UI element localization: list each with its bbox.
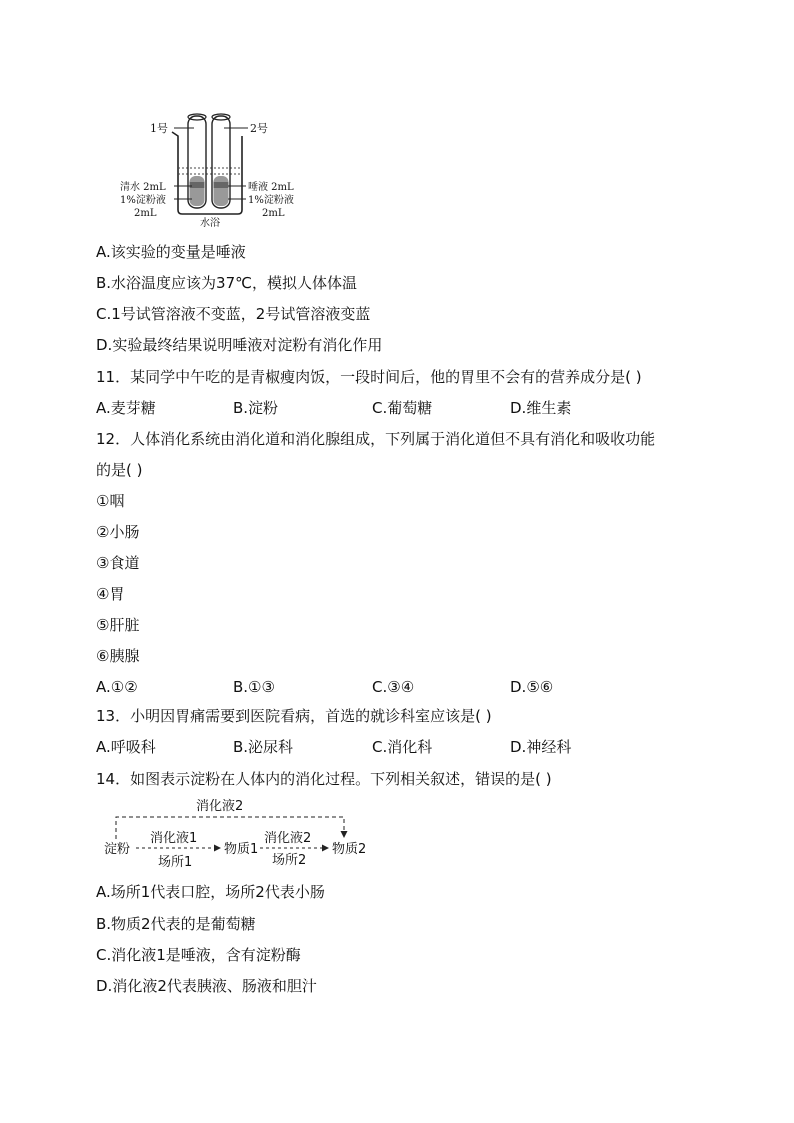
q14-option-d[interactable]: D.消化液2代表胰液、肠液和胆汁 xyxy=(96,977,317,995)
q12-option-b[interactable]: B.①③ xyxy=(233,678,275,696)
q14-option-a[interactable]: A.场所1代表口腔，场所2代表小肠 xyxy=(96,883,325,901)
q11-stem: 11．某同学中午吃的是青椒瘦肉饭，一段时间后，他的胃里不会有的营养成分是( ) xyxy=(96,368,642,386)
q12-option-c[interactable]: C.③④ xyxy=(372,678,415,696)
q12-option-a[interactable]: A.①② xyxy=(96,678,138,696)
tube-2-label: 2号 xyxy=(250,122,268,135)
beaker xyxy=(172,132,242,214)
q13-stem: 13．小明因胃痛需要到医院看病，首选的就诊科室应该是( ) xyxy=(96,707,492,725)
q12-stem-line2: 的是( ) xyxy=(96,461,143,479)
substance1: 物质1 xyxy=(224,842,259,857)
q12-option-d[interactable]: D.⑤⑥ xyxy=(510,678,554,696)
site1-label: 场所1 xyxy=(158,855,193,870)
site2-label: 场所2 xyxy=(272,853,307,868)
q10-option-c[interactable]: C.1号试管溶液不变蓝，2号试管溶液变蓝 xyxy=(96,305,371,323)
left-label-2: 1%淀粉液 xyxy=(120,195,166,206)
top-juice2-label: 消化液2 xyxy=(196,799,244,814)
left-label-3: 2mL xyxy=(134,208,157,219)
bath-label: 水浴 xyxy=(200,218,220,228)
tube-1-label: 1号 xyxy=(150,122,168,135)
juice1-label: 消化液1 xyxy=(150,831,198,846)
substance2: 物质2 xyxy=(332,842,367,857)
q12-item-1: ①咽 xyxy=(96,492,125,510)
q10-option-d[interactable]: D.实验最终结果说明唾液对淀粉有消化作用 xyxy=(96,336,383,354)
q12-item-3: ③食道 xyxy=(96,554,140,572)
q11-option-a[interactable]: A.麦芽糖 xyxy=(96,399,156,417)
q12-stem-line1: 12．人体消化系统由消化道和消化腺组成，下列属于消化道但不具有消化和吸收功能 xyxy=(96,430,656,448)
q11-option-c[interactable]: C.葡萄糖 xyxy=(372,399,433,417)
q14-stem: 14．如图表示淀粉在人体内的消化过程。下列相关叙述，错误的是( ) xyxy=(96,770,552,788)
start-starch: 淀粉 xyxy=(104,842,131,857)
q10-option-a[interactable]: A.该实验的变量是唾液 xyxy=(96,243,246,261)
q13-option-c[interactable]: C.消化科 xyxy=(372,738,433,756)
q10-option-b[interactable]: B.水浴温度应该为37℃，模拟人体体温 xyxy=(96,274,357,292)
q11-option-d[interactable]: D.维生素 xyxy=(510,399,572,417)
q11-option-b[interactable]: B.淀粉 xyxy=(233,399,279,417)
digestion-flow-figure xyxy=(100,795,390,873)
q12-item-6: ⑥胰腺 xyxy=(96,647,140,665)
right-label-2: 1%淀粉液 xyxy=(248,195,294,206)
q14-option-b[interactable]: B.物质2代表的是葡萄糖 xyxy=(96,915,256,933)
q13-option-b[interactable]: B.泌尿科 xyxy=(233,738,294,756)
q12-item-4: ④胃 xyxy=(96,585,125,603)
q13-option-a[interactable]: A.呼吸科 xyxy=(96,738,156,756)
left-label-1: 清水 2mL xyxy=(120,182,166,193)
q12-item-2: ②小肠 xyxy=(96,523,140,541)
q13-option-d[interactable]: D.神经科 xyxy=(510,738,572,756)
test-tube-figure xyxy=(112,110,302,228)
right-label-3: 2mL xyxy=(262,208,285,219)
juice2-label: 消化液2 xyxy=(264,831,312,846)
q14-option-c[interactable]: C.消化液1是唾液，含有淀粉酶 xyxy=(96,946,301,964)
q12-item-5: ⑤肝脏 xyxy=(96,616,140,634)
right-label-1: 唾液 2mL xyxy=(248,182,294,193)
